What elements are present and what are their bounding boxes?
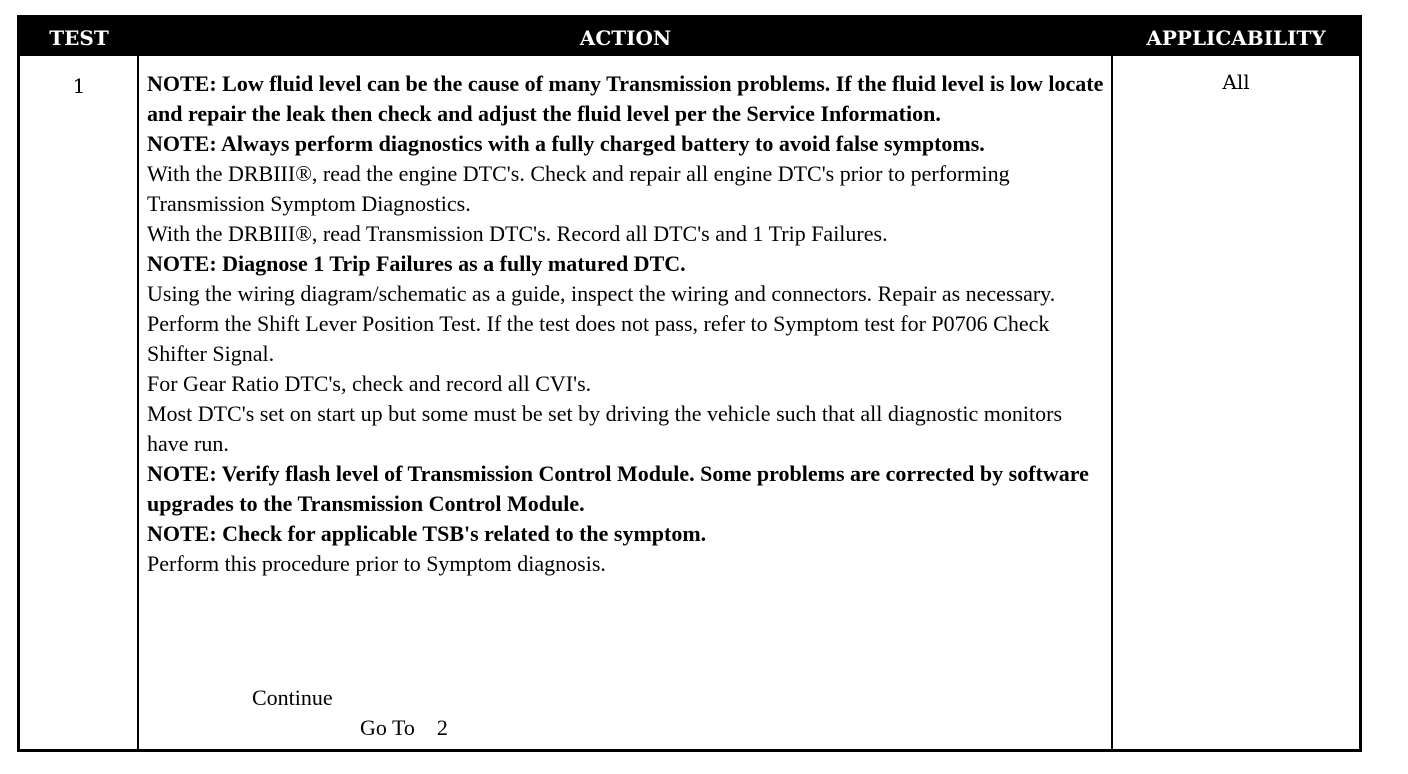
header-test: TEST	[49, 26, 109, 50]
action-line: NOTE: Always perform diagnostics with a fully charged battery to avoid false symptoms.	[147, 131, 985, 156]
applicability-value: All	[1222, 70, 1250, 94]
test-number: 1	[72, 74, 86, 98]
action-line: For Gear Ratio DTC's, check and record all CVI's.	[147, 371, 592, 396]
goto-instruction[interactable]	[360, 715, 448, 741]
goto-label: Go To	[360, 715, 415, 740]
action-line: With the DRBIII®, read the engine DTC's. Check and repair all engine DTC's prior to performing Transmission Symptom Diagnostics.	[147, 161, 1010, 216]
action-line: NOTE: Low fluid level can be the cause of many Transmission problems. If the fluid level is low locate and repair the leak then check and adjust the fluid level per the Service Information.	[147, 71, 1104, 126]
table-header	[20, 18, 1359, 56]
action-line: NOTE: Verify flash level of Transmission Control Module. Some problems are corrected by software upgrades to the Transmission Control Module.	[147, 461, 1089, 516]
header-applicability: APPLICABILITY	[1146, 26, 1326, 50]
action-line: NOTE: Check for applicable TSB's related to the symptom.	[147, 521, 707, 546]
action-line: NOTE: Diagnose 1 Trip Failures as a fully matured DTC.	[147, 251, 686, 276]
diagnostic-table	[17, 15, 1362, 752]
column-divider	[1111, 56, 1113, 749]
action-line: With the DRBIII®, read Transmission DTC's. Record all DTC's and 1 Trip Failures.	[147, 221, 888, 246]
column-divider	[137, 56, 139, 749]
header-action: ACTION	[579, 26, 672, 50]
action-line: Perform the Shift Lever Position Test. If the test does not pass, refer to Symptom test for P0706 Check Shifter Signal.	[147, 311, 1050, 366]
action-cell	[147, 69, 1105, 579]
action-line: Most DTC's set on start up but some must be set by driving the vehicle such that all diagnostic monitors have run.	[147, 401, 1063, 456]
continue-label: Continue	[252, 685, 333, 710]
goto-target[interactable]: 2	[436, 715, 448, 740]
action-line: Perform this procedure prior to Symptom diagnosis.	[147, 551, 606, 576]
action-line: Using the wiring diagram/schematic as a guide, inspect the wiring and connectors. Repair as necessary.	[147, 281, 1056, 306]
